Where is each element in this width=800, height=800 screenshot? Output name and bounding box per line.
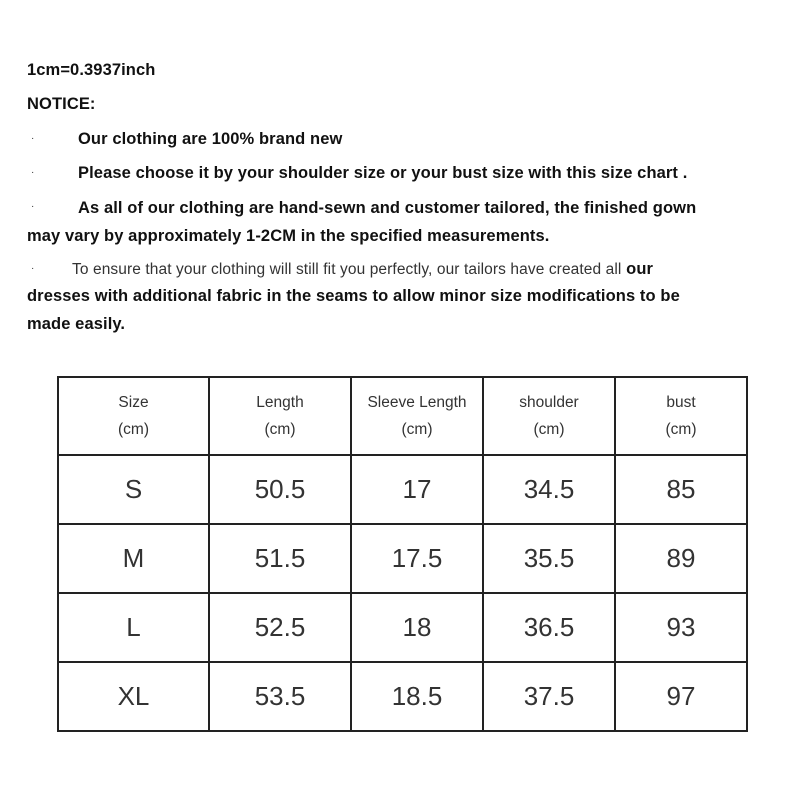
table-header-row xyxy=(58,377,747,455)
notice-line-choose-size: Please choose it by your shoulder size or your bust size with this size chart . xyxy=(78,164,688,182)
header-shoulder: shoulder (cm) xyxy=(483,377,615,455)
cell-shoulder: 36.5 xyxy=(483,593,615,662)
cell-sleeve-length: 18.5 xyxy=(351,662,483,731)
cell-bust: 89 xyxy=(615,524,747,593)
bullet-dot: · xyxy=(31,201,35,212)
notice-section xyxy=(0,0,800,340)
table-row xyxy=(58,593,747,662)
header-bust: bust (cm) xyxy=(615,377,747,455)
cell-size: S xyxy=(58,455,209,524)
size-chart-table xyxy=(57,376,748,732)
cell-sleeve-length: 17 xyxy=(351,455,483,524)
notice-heading: NOTICE: xyxy=(27,95,96,113)
cell-length: 52.5 xyxy=(209,593,351,662)
header-sleeve-length: Sleeve Length (cm) xyxy=(351,377,483,455)
cell-sleeve-length: 18 xyxy=(351,593,483,662)
cell-shoulder: 34.5 xyxy=(483,455,615,524)
cell-bust: 93 xyxy=(615,593,747,662)
header-length: Length (cm) xyxy=(209,377,351,455)
cell-bust: 85 xyxy=(615,455,747,524)
cell-size: M xyxy=(58,524,209,593)
notice-line-hand-sewn: As all of our clothing are hand-sewn and customer tailored, the finished gown xyxy=(78,199,697,217)
notice-line-fit-end: made easily. xyxy=(27,315,126,333)
notice-line-fit-bold: our xyxy=(626,260,654,278)
cell-bust: 97 xyxy=(615,662,747,731)
table-row xyxy=(58,662,747,731)
notice-line-fit-text: To ensure that your clothing will still fit you perfectly, our tailors have created all xyxy=(72,261,622,278)
bullet-dot: · xyxy=(31,133,35,144)
cell-shoulder: 37.5 xyxy=(483,662,615,731)
cell-size: XL xyxy=(58,662,209,731)
notice-line-brand-new: Our clothing are 100% brand new xyxy=(78,130,343,148)
cell-sleeve-length: 17.5 xyxy=(351,524,483,593)
notice-line-fit xyxy=(72,260,653,279)
table-row xyxy=(58,455,747,524)
unit-conversion-text: 1cm=0.3937inch xyxy=(27,61,156,79)
bullet-dot: · xyxy=(31,167,35,178)
cell-length: 50.5 xyxy=(209,455,351,524)
cell-shoulder: 35.5 xyxy=(483,524,615,593)
notice-line-hand-sewn-cont: may vary by approximately 1-2CM in the specified measurements. xyxy=(27,227,550,245)
table-row xyxy=(58,524,747,593)
bullet-dot: · xyxy=(31,263,35,274)
cell-length: 53.5 xyxy=(209,662,351,731)
cell-length: 51.5 xyxy=(209,524,351,593)
notice-line-fit-cont: dresses with additional fabric in the seams to allow minor size modifications to be xyxy=(27,287,680,305)
header-size: Size (cm) xyxy=(58,377,209,455)
cell-size: L xyxy=(58,593,209,662)
